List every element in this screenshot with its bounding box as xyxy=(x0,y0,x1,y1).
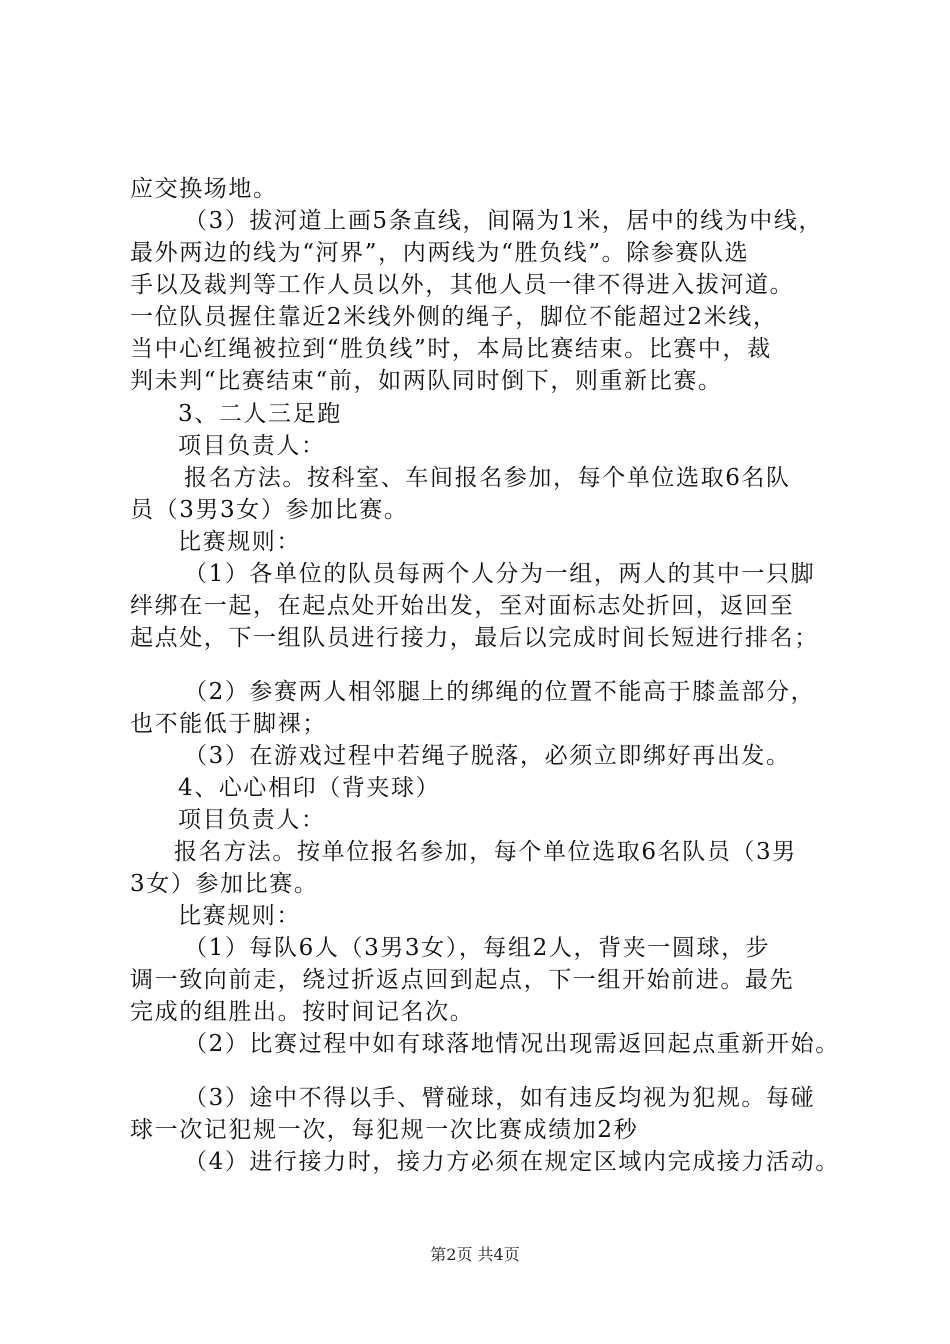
paragraph-line: 一位队员握住靠近2米线外侧的绳子，脚位不能超过2米线， xyxy=(130,304,778,330)
paragraph-line: 判未判“比赛结束“前，如两队同时倒下，则重新比赛。 xyxy=(130,368,723,394)
paragraph-line: （1）每队6人（3男3女），每组2人，背夹一圆球，步 xyxy=(184,935,771,961)
paragraph-line: （3）拔河道上画5条直线，间隔为1米，居中的线为中线， xyxy=(184,208,824,234)
paragraph-line: 比赛规则： xyxy=(178,903,301,929)
paragraph-line: （2）比赛过程中如有球落地情况出现需返回起点重新开始。 xyxy=(184,1031,840,1057)
paragraph-line: 绊绑在一起，在起点处开始出发，至对面标志处折回，返回至 xyxy=(130,593,795,619)
paragraph-line: 球一次记犯规一次，每犯规一次比赛成绩加2秒 xyxy=(130,1117,639,1143)
paragraph-line: 也不能低于脚裸； xyxy=(130,711,327,737)
paragraph-line: （3）在游戏过程中若绳子脱落，必须立即绑好再出发。 xyxy=(184,743,791,769)
paragraph-line: 当中心红绳被拉到“胜负线”时，本局比赛结束。比赛中，裁 xyxy=(130,336,772,362)
paragraph-line: 完成的组胜出。按时间记名次。 xyxy=(130,999,475,1025)
paragraph-line: 最外两边的线为“河界”，内两线为“胜负线”。除参赛队选 xyxy=(130,240,750,266)
paragraph-line: 应交换场地。 xyxy=(130,176,278,202)
paragraph-line: 手以及裁判等工作人员以外，其他人员一律不得进入拔河道。 xyxy=(130,272,795,298)
section-heading: 3、二人三足跑 xyxy=(178,401,342,427)
paragraph-line: （4）进行接力时，接力方必须在规定区域内完成接力活动。 xyxy=(184,1149,840,1175)
paragraph-line: 项目负责人： xyxy=(178,433,326,459)
section-heading: 4、心心相印（背夹球） xyxy=(178,775,441,801)
paragraph-line: 起点处，下一组队员进行接力，最后以完成时间长短进行排名； xyxy=(130,625,819,651)
page-number-footer: 第2页 共4页 xyxy=(430,1245,520,1264)
paragraph-line: 调一致向前走，绕过折返点回到起点，下一组开始前进。最先 xyxy=(130,967,795,993)
paragraph-line: （1）各单位的队员每两个人分为一组，两人的其中一只脚 xyxy=(184,561,816,587)
paragraph-line: 3女）参加比赛。 xyxy=(130,871,319,897)
paragraph-line: 比赛规则： xyxy=(178,529,301,555)
paragraph-line: （2）参赛两人相邻腿上的绑绳的位置不能高于膝盖部分， xyxy=(184,679,816,705)
paragraph-line: 项目负责人： xyxy=(178,807,326,833)
paragraph-line: 报名方法。按单位报名参加，每个单位选取6名队员（3男 xyxy=(174,839,797,865)
paragraph-line: 报名方法。按科室、车间报名参加，每个单位选取6名队 xyxy=(184,465,791,491)
paragraph-line: （3）途中不得以手、臂碰球，如有违反均视为犯规。每碰 xyxy=(184,1085,816,1111)
paragraph-line: 员（3男3女）参加比赛。 xyxy=(130,497,409,523)
